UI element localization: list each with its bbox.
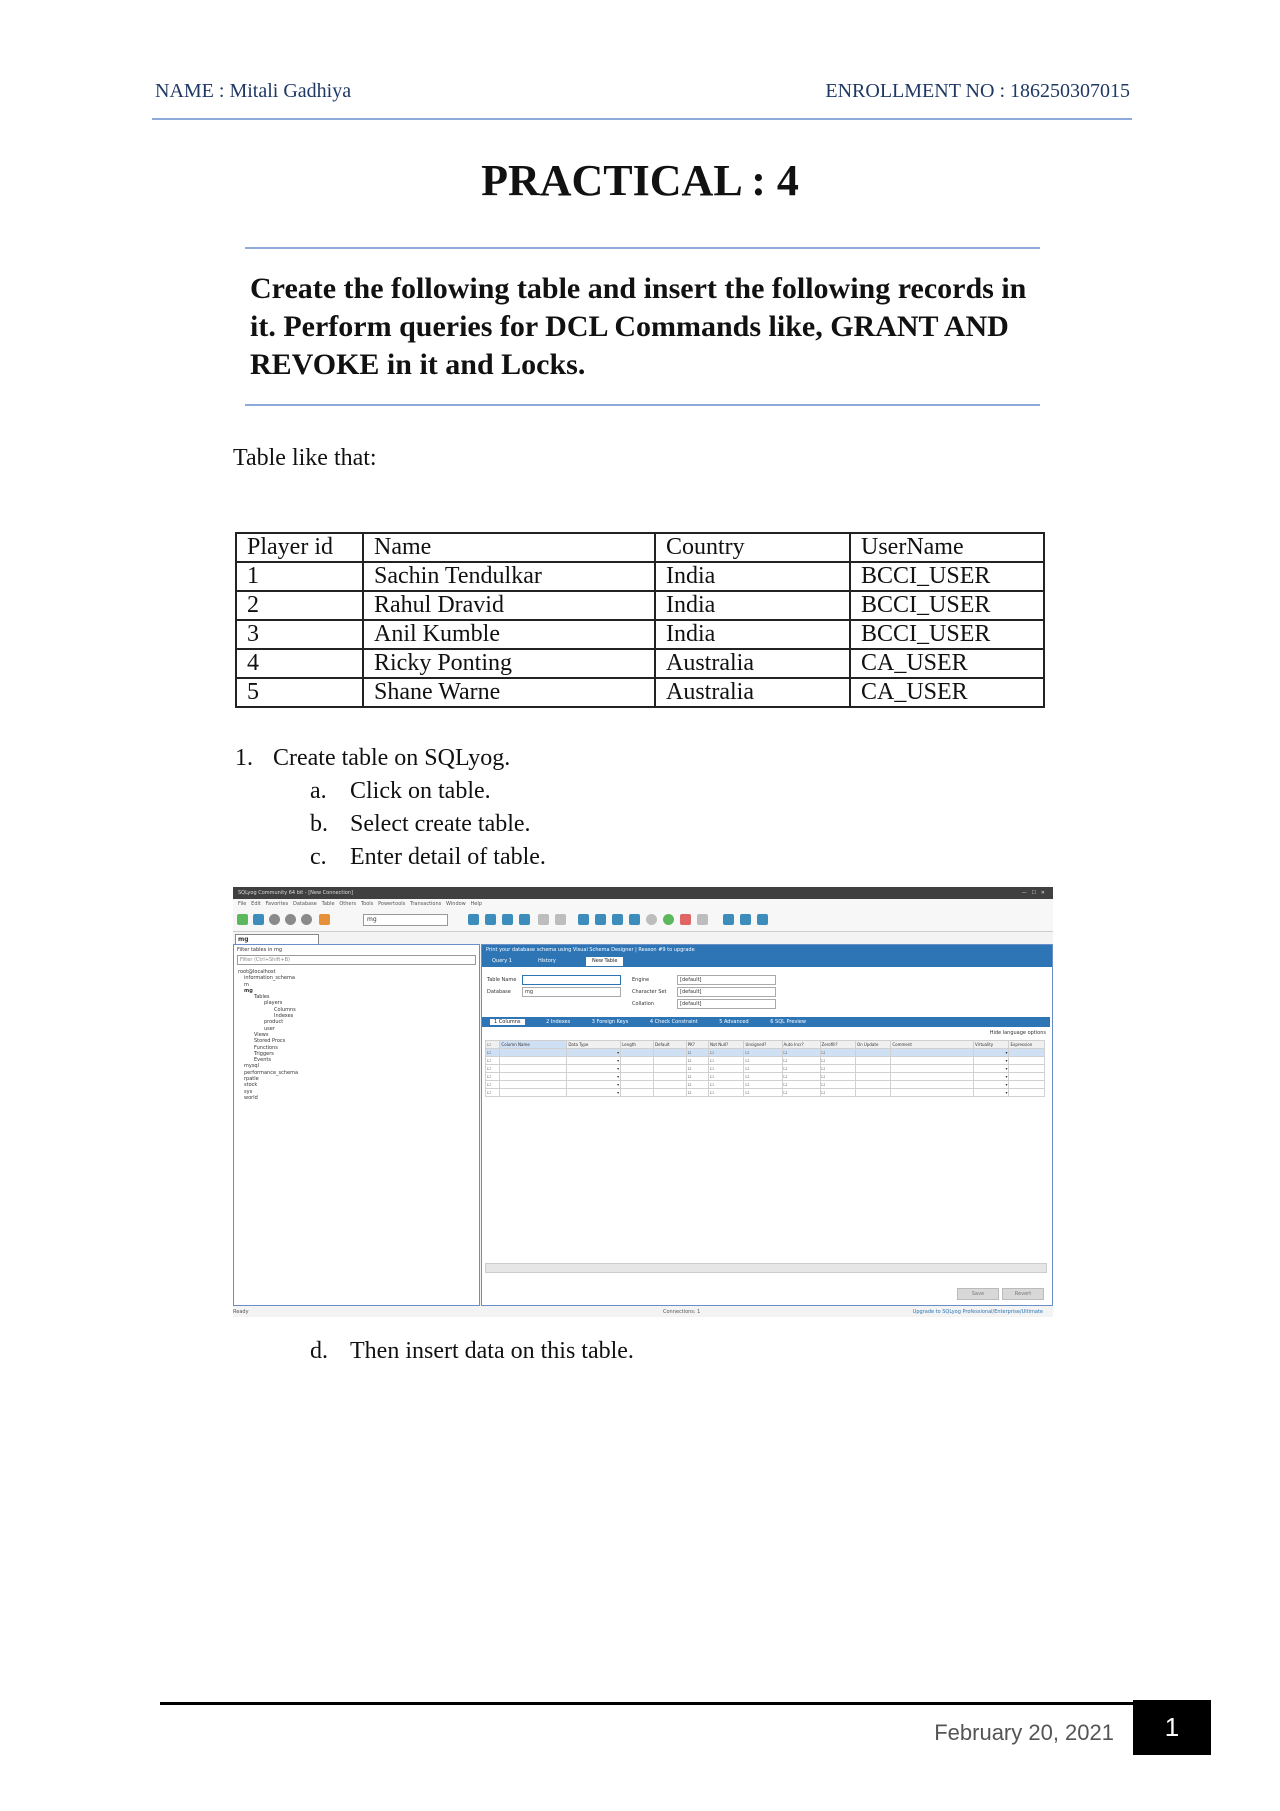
subtab-advanced[interactable]: 5 Advanced <box>719 1019 749 1025</box>
menu-tools[interactable]: Tools <box>360 901 374 907</box>
export-icon[interactable] <box>519 914 530 925</box>
tree-item-folder[interactable]: Events <box>254 1057 271 1064</box>
tree-item-table[interactable]: players <box>264 1000 283 1007</box>
steps-list <box>235 742 546 874</box>
subtab-columns[interactable]: 1 Columns <box>490 1019 525 1025</box>
remove-user-icon[interactable] <box>757 914 768 925</box>
grid-header-cell: PK? <box>686 1041 708 1049</box>
object-tab[interactable]: mg <box>235 934 319 945</box>
step-letter: a. <box>310 778 327 804</box>
tree-item-folder[interactable]: Views <box>254 1031 269 1038</box>
object-tree <box>234 969 479 1101</box>
table-name-label: Table Name <box>487 977 517 983</box>
status-connections: Connections: 1 <box>663 1309 701 1315</box>
visual-designer-icon[interactable] <box>680 914 691 925</box>
table-cell: Australia <box>655 649 850 678</box>
tree-item-db[interactable]: world <box>244 1094 258 1101</box>
step-d <box>310 1338 634 1365</box>
grid-row[interactable]: ☐ ▾ ☐ ☐ ☐ ☐ ☐ ▾ <box>486 1073 1045 1081</box>
grid-header-cell: Column Name <box>500 1041 567 1049</box>
table-cell: Sachin Tendulkar <box>363 562 655 591</box>
table-row <box>236 562 1044 591</box>
tree-item-folder[interactable]: Tables <box>254 994 270 1001</box>
save-button[interactable]: Save <box>957 1288 999 1300</box>
horizontal-scrollbar[interactable] <box>485 1263 1047 1273</box>
toolbar <box>233 909 1053 932</box>
table-row <box>236 649 1044 678</box>
header-rule <box>152 118 1132 120</box>
step-a <box>235 775 546 808</box>
table-name-input[interactable] <box>522 975 621 985</box>
tree-item-folder[interactable]: Functions <box>254 1044 278 1051</box>
tree-item-folder[interactable]: Triggers <box>254 1050 274 1057</box>
step-b <box>235 808 546 841</box>
editor-pane <box>481 944 1053 1306</box>
add-user-icon[interactable] <box>740 914 751 925</box>
table-header-cell: Name <box>363 533 655 562</box>
query-builder-icon[interactable] <box>697 914 708 925</box>
upgrade-link[interactable]: Upgrade to SQLyog Professional/Enterprise/Ultimate <box>912 1309 1043 1315</box>
tree-item-folder[interactable]: Columns <box>274 1006 296 1013</box>
tree-item-db[interactable]: performance_schema <box>244 1069 299 1076</box>
window-titlebar <box>233 887 1053 899</box>
tab-history[interactable]: History <box>538 958 556 964</box>
menu-database[interactable]: Database <box>293 901 317 907</box>
designer-subtabs <box>482 1017 1050 1027</box>
upgrade-banner[interactable]: Print your database schema using Visual Schema Designer | Reason #9 to upgrade <box>482 945 1052 955</box>
table-cell: Anil Kumble <box>363 620 655 649</box>
object-browser <box>233 944 480 1306</box>
step-letter: c. <box>310 844 327 870</box>
table-cell: BCCI_USER <box>850 562 1044 591</box>
grid-header-cell: Length <box>621 1041 654 1049</box>
tree-item-db[interactable]: stock <box>244 1082 258 1089</box>
menu-powertools[interactable]: Powertools <box>378 901 406 907</box>
step-letter: d. <box>310 1338 328 1364</box>
table-cell: 1 <box>236 562 363 591</box>
menu-others[interactable]: Others <box>339 901 357 907</box>
copy-db-icon[interactable] <box>595 914 606 925</box>
grid-row[interactable]: ☐ ▾ ☐ ☐ ☐ ☐ ☐ ▾ <box>486 1065 1045 1073</box>
menu-favorites[interactable]: Favorites <box>265 901 289 907</box>
step-text: Click on table. <box>350 778 491 804</box>
engine-label: Engine <box>632 977 650 983</box>
connect-icon[interactable] <box>237 914 248 925</box>
table-form <box>482 969 1052 1014</box>
window-controls: — ☐ ✕ <box>1021 890 1045 896</box>
table-cell: Rahul Dravid <box>363 591 655 620</box>
table-row <box>236 591 1044 620</box>
tree-item-folder[interactable]: Indexes <box>274 1013 294 1020</box>
sqlyog-screenshot <box>233 887 1053 1317</box>
grid-header-row <box>486 1041 1045 1049</box>
step-text: Enter detail of table. <box>350 844 546 870</box>
reminder-icon[interactable] <box>663 914 674 925</box>
grid-header-cell: Comment <box>891 1041 974 1049</box>
charset-label: Character Set <box>632 989 667 995</box>
question-bottom-rule <box>245 404 1040 406</box>
table-cell: 2 <box>236 591 363 620</box>
table-cell: 3 <box>236 620 363 649</box>
step-letter: b. <box>310 811 328 837</box>
tree-item-db[interactable]: mg <box>244 987 253 994</box>
tree-item-db[interactable]: sys <box>244 1088 253 1095</box>
tree-item-table[interactable]: product <box>264 1019 284 1026</box>
grid-header-cell: Expression <box>1009 1041 1045 1049</box>
menu-window[interactable]: Window <box>446 901 466 907</box>
grid-row[interactable]: ☐ ▾ ☐ ☐ ☐ ☐ ☐ ▾ <box>486 1057 1045 1065</box>
collation-label: Collation <box>632 1001 654 1007</box>
tree-item-db[interactable]: m <box>244 981 249 988</box>
step-text: Create table on SQLyog. <box>273 745 511 771</box>
menu-edit[interactable]: Edit <box>251 901 261 907</box>
table-cell: Shane Warne <box>363 678 655 707</box>
grid-header-cell: Not Null? <box>709 1041 744 1049</box>
sync-icon[interactable] <box>578 914 589 925</box>
users-icon[interactable] <box>319 914 330 925</box>
question-text: Create the following table and insert the following records in it. Perform queries for DCL Commands like, GRANT AND REVOKE in it and Locks. <box>250 272 1027 381</box>
table-header-cell: Country <box>655 533 850 562</box>
table-cell: Ricky Ponting <box>363 649 655 678</box>
grid-header-cell: Auto Incr? <box>782 1041 820 1049</box>
grid-header-cell: Zerofill? <box>820 1041 855 1049</box>
columns-grid <box>485 1040 1045 1097</box>
database-combo[interactable]: mg <box>363 914 448 926</box>
table-row <box>236 678 1044 707</box>
status-ready: Ready <box>233 1309 249 1315</box>
step-1 <box>235 742 546 775</box>
grid-row[interactable]: ☐ ▾ ☐ ☐ ☐ ☐ ☐ ▾ <box>486 1081 1045 1089</box>
query-tab-strip <box>482 955 1052 967</box>
restore-icon[interactable] <box>485 914 496 925</box>
refresh-icon[interactable] <box>301 914 312 925</box>
step-text: Select create table. <box>350 811 531 837</box>
table-cell: CA_USER <box>850 678 1044 707</box>
menu-file[interactable]: File <box>238 901 247 907</box>
execute-icon[interactable] <box>269 914 280 925</box>
table-cell: BCCI_USER <box>850 620 1044 649</box>
page-title: PRACTICAL : 4 <box>481 156 799 205</box>
grid-header-cell: On Update <box>855 1041 890 1049</box>
question-top-rule <box>245 247 1040 249</box>
header-name: NAME : Mitali Gadhiya <box>155 80 352 102</box>
grid-header-cell: Data Type <box>567 1041 621 1049</box>
step-c <box>235 841 546 874</box>
table-header-cell: UserName <box>850 533 1044 562</box>
step-text: Then insert data on this table. <box>350 1338 634 1364</box>
migrate-icon[interactable] <box>612 914 623 925</box>
grid-header-cell: Unsigned? <box>744 1041 782 1049</box>
tree-item-folder[interactable]: Stored Procs <box>254 1038 286 1045</box>
subtab-check-constraint[interactable]: 4 Check Constraint <box>649 1019 698 1025</box>
table-data-icon[interactable] <box>538 914 549 925</box>
grid-header-cell: Virtuality <box>974 1041 1009 1049</box>
hide-options-checkbox[interactable]: Hide language options <box>989 1030 1046 1036</box>
table-cell: CA_USER <box>850 649 1044 678</box>
execute-all-icon[interactable] <box>285 914 296 925</box>
new-query-icon[interactable] <box>253 914 264 925</box>
menu-table[interactable]: Table <box>321 901 335 907</box>
engine-select[interactable]: [default] <box>677 975 776 985</box>
table-row <box>236 620 1044 649</box>
grid-row[interactable]: ☐ ▾ ☐ ☐ ☐ ☐ ☐ ▾ <box>486 1049 1045 1057</box>
grid-row[interactable]: ☐ ▾ ☐ ☐ ☐ ☐ ☐ ▾ <box>486 1089 1045 1097</box>
tree-item-db[interactable]: information_schema <box>244 975 295 982</box>
table-header-cell: Player id <box>236 533 363 562</box>
schema-icon[interactable] <box>555 914 566 925</box>
page-number: 1 <box>1133 1700 1211 1755</box>
revert-button[interactable]: Revert <box>1002 1288 1044 1300</box>
database-select[interactable]: mg <box>522 987 621 997</box>
table-cell: India <box>655 620 850 649</box>
scheduler-icon[interactable] <box>646 914 657 925</box>
tree-item-table[interactable]: user <box>264 1025 275 1032</box>
notify-icon[interactable] <box>629 914 640 925</box>
tab-query-1[interactable]: Query 1 <box>492 958 512 964</box>
user-manager-icon[interactable] <box>723 914 734 925</box>
table-cell: BCCI_USER <box>850 591 1044 620</box>
table-cell: India <box>655 562 850 591</box>
grid-header-cell: ☐ <box>486 1041 500 1049</box>
database-label: Database <box>487 989 511 995</box>
menu-transactions[interactable]: Transactions <box>410 901 442 907</box>
table-intro: Table like that: <box>233 445 377 471</box>
table-cell: 4 <box>236 649 363 678</box>
menu-bar <box>233 899 1053 909</box>
tree-item-db[interactable]: mysql <box>244 1063 259 1070</box>
menu-help[interactable]: Help <box>470 901 482 907</box>
footer-rule <box>160 1702 1210 1705</box>
filter-label: Filter tables in mg <box>237 947 283 953</box>
table-cell: India <box>655 591 850 620</box>
subtab-foreign-keys[interactable]: 3 Foreign Keys <box>591 1019 629 1025</box>
step-number: 1. <box>235 745 253 771</box>
table-cell: 5 <box>236 678 363 707</box>
tree-item-connection[interactable]: root@localhost <box>238 969 276 975</box>
charset-select[interactable]: [default] <box>677 987 776 997</box>
subtab-indexes[interactable]: 2 Indexes <box>546 1019 571 1025</box>
table-cell: Australia <box>655 678 850 707</box>
header-enrollment: ENROLLMENT NO : 186250307015 <box>825 80 1130 102</box>
tab-new-table[interactable]: New Table <box>586 957 623 966</box>
grid-header-cell: Default <box>653 1041 686 1049</box>
players-table <box>235 532 1045 708</box>
backup-icon[interactable] <box>468 914 479 925</box>
status-bar <box>233 1307 1053 1317</box>
import-icon[interactable] <box>502 914 513 925</box>
collation-select[interactable]: [default] <box>677 999 776 1009</box>
window-title: SQLyog Community 64 bit - [New Connection] <box>238 890 353 896</box>
footer-date: February 20, 2021 <box>934 1720 1114 1745</box>
tree-item-db[interactable]: rpatle <box>244 1076 259 1083</box>
table-header-row <box>236 533 1044 562</box>
subtab-sql-preview[interactable]: 6 SQL Preview <box>770 1019 806 1025</box>
filter-input[interactable]: Filter (Ctrl+Shift+B) <box>237 955 476 965</box>
